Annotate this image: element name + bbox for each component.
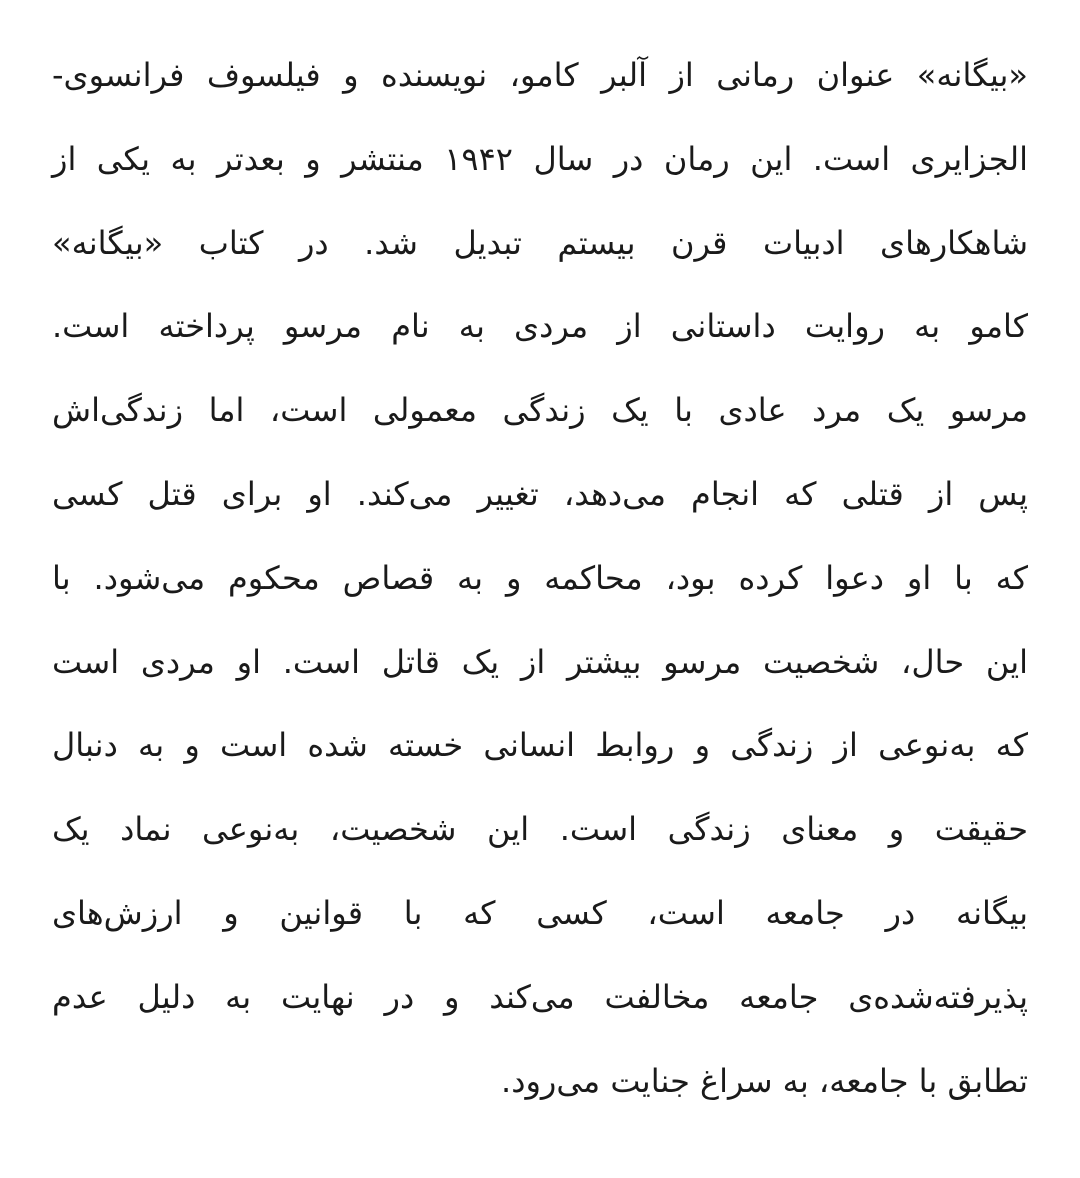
- text-line-5: مرسو یک مرد عادی با یک زندگی معمولی است، اما زندگی‌اش: [52, 391, 1028, 430]
- text-line-1: «بیگانه» عنوان رمانی از آلبر کامو، نویسنده و فیلسوف فرانسوی-: [52, 56, 1028, 94]
- text-line-6: پس از قتلی که انجام می‌دهد، تغییر می‌کند. او برای قتل کسی: [52, 474, 1028, 513]
- article-text: [52, 34, 1028, 1123]
- text-line-4: کامو به روایت داستانی از مردی به نام مرسو پرداخته است.: [52, 307, 1028, 346]
- text-line-7: که با او دعوا کرده بود، محاکمه و به قصاص محکوم می‌شود. با: [52, 558, 1028, 597]
- text-line-13: تطابق با جامعه، به سراغ جنایت می‌رود.: [501, 1061, 1028, 1100]
- text-line-10: حقیقت و معنای زندگی است. این شخصیت، به‌نوعی نماد یک: [52, 810, 1028, 849]
- text-line-11: بیگانه در جامعه است، کسی که با قوانین و ارزش‌های: [52, 893, 1028, 932]
- text-line-8: این حال، شخصیت مرسو بیشتر از یک قاتل است. او مردی است: [52, 642, 1028, 681]
- text-line-3: شاهکارهای ادبیات قرن بیستم تبدیل شد. در کتاب «بیگانه»: [52, 223, 1028, 262]
- text-line-2: الجزایری است. این رمان در سال ۱۹۴۲ منتشر و بعدتر به یکی از: [52, 139, 1029, 178]
- text-line-12: پذیرفته‌شده‌ی جامعه مخالفت می‌کند و در نهایت به دلیل عدم: [52, 977, 1028, 1016]
- text-line-9: که به‌نوعی از زندگی و روابط انسانی خسته شده است و به دنبال: [52, 726, 1028, 765]
